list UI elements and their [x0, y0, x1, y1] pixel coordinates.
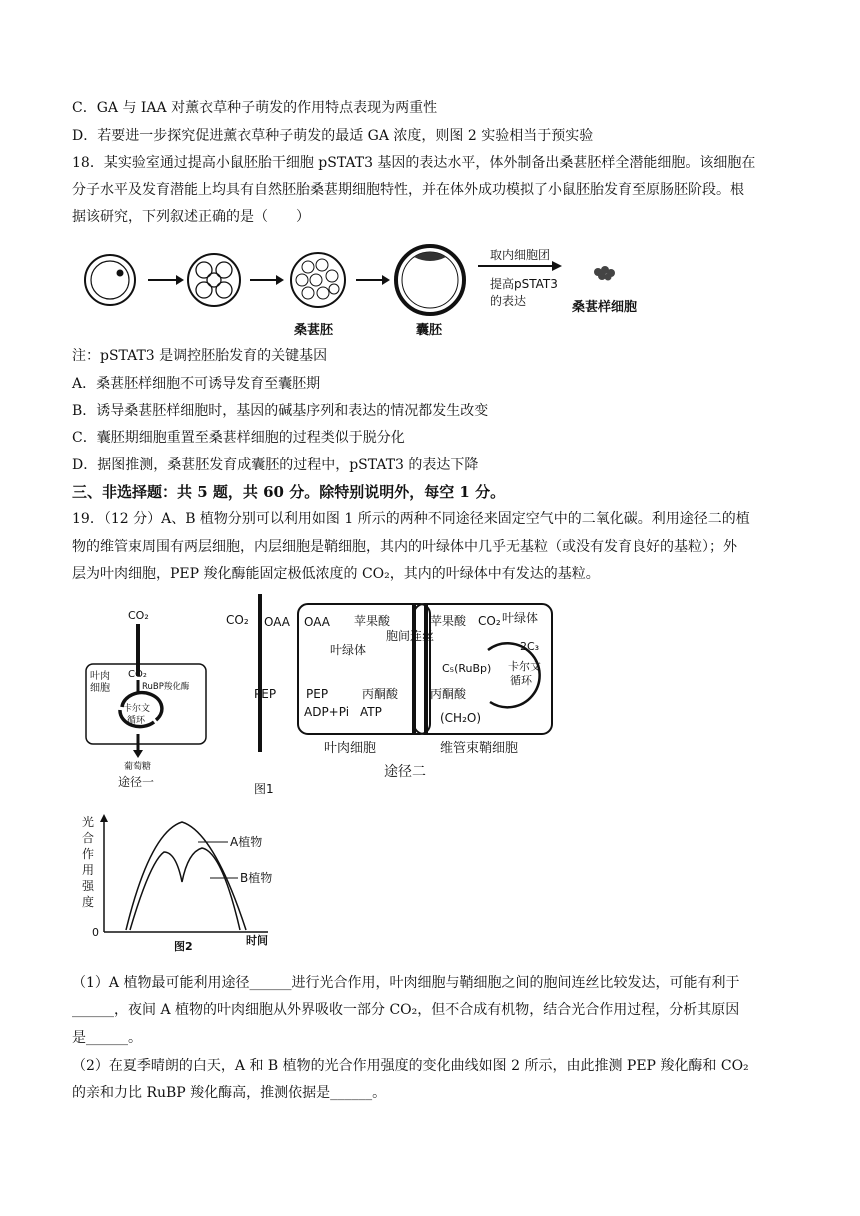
svg-text:作: 作: [82, 847, 95, 861]
p2-malate2: 苹果酸: [430, 614, 467, 628]
eight-cell-embryo-icon: [188, 254, 240, 306]
p2-malate1: 苹果酸: [354, 614, 391, 628]
blastocyst-icon: [396, 246, 464, 314]
p2-c5: C₅(RuBp): [442, 662, 492, 675]
fig2-origin: 0: [92, 926, 99, 939]
q18-note: 注：pSTAT3 是调控胚胎发育的关键基因: [72, 348, 328, 364]
p1-cell-label1: 叶肉: [90, 671, 110, 682]
curve-b-label: B植物: [240, 871, 273, 885]
q17-option-d: D．若要进一步探究促进薰衣草种子萌发的最适 GA 浓度，则图 2 实验相当于预实验: [72, 128, 594, 144]
zygote-icon: [85, 255, 135, 305]
svg-text:强: 强: [82, 879, 95, 893]
q19-sub1-line3: 是______。: [72, 1030, 142, 1046]
p2-adp: ADP+Pi: [304, 705, 350, 719]
curve-b: [130, 848, 240, 930]
svg-text:光: 光: [82, 815, 95, 829]
p2-sheath-label: 维管束鞘细胞: [440, 741, 519, 756]
fig2-y-label: [82, 814, 95, 909]
q18-stem-line3: 据该研究，下列叙述正确的是（ ）: [72, 209, 310, 225]
p2-pyruvate1: 丙酮酸: [362, 687, 399, 701]
p1-caption: 途径一: [118, 775, 155, 789]
p2-chloroplast2: 叶绿体: [502, 611, 539, 625]
p1-calvin-label2: 循环: [127, 716, 146, 726]
p1-cell-label2: 细胞: [90, 683, 110, 694]
p2-chloroplast1: 叶绿体: [330, 643, 367, 657]
svg-text:合: 合: [82, 831, 95, 845]
q19-sub1-line2: ______，夜间 A 植物的叶肉细胞从外界吸收一部分 CO₂，但不合成有机物，结合光合作用过程，分析其原因: [72, 1002, 740, 1018]
p2-pyruvate2: 丙酮酸: [430, 687, 467, 701]
morula-icon: [291, 253, 345, 307]
p2-calvin2: 循环: [510, 674, 532, 687]
figure-1: [78, 592, 568, 807]
p2-2c3: 2C₃: [520, 640, 540, 653]
curve-a-label: A植物: [230, 835, 263, 849]
p2-pep1: PEP: [254, 687, 277, 701]
p2-ch2o: (CH₂O): [440, 711, 482, 725]
curve-a: [126, 822, 246, 930]
q19-stem-line3: 层为叶肉细胞，PEP 羧化酶能固定极低浓度的 CO₂，其内的叶绿体中有发达的基粒。: [72, 566, 600, 582]
q17-option-c: C．GA 与 IAA 对薰衣草种子萌发的作用特点表现为两重性: [72, 100, 438, 116]
arrow-bottom-label2: 的表达: [490, 294, 527, 308]
q19-stem-line2: 物的维管束周围有两层细胞，内层细胞是鞘细胞，其内的叶绿体中几乎无基粒（或没有发育良好的基粒）；外: [72, 539, 737, 555]
p2-oaa2: OAA: [304, 615, 330, 629]
arrow-top-label: 取内细胞团: [490, 248, 551, 262]
p2-co2b: CO₂: [478, 614, 501, 628]
q18-stem-line2: 分子水平及发育潜能上均具有自然胚胎桑葚期细胞特性，并在体外成功模拟了小鼠胚胎发育至原肠胚阶段。根: [72, 182, 744, 198]
p2-atp: ATP: [360, 705, 382, 719]
q18-option-d: D．据图推测，桑葚胚发育成囊胚的过程中，pSTAT3 的表达下降: [72, 457, 479, 473]
q19-sub2-line2: 的亲和力比 RuBP 羧化酶高，推测依据是______。: [72, 1085, 387, 1101]
blastocyst-label: 囊胚: [416, 323, 443, 338]
q18-option-c: C．囊胚期细胞重置至桑葚样细胞的过程类似于脱分化: [72, 430, 405, 446]
p1-co2-label: CO₂: [128, 609, 149, 622]
p1-calvin-label1: 卡尔文: [123, 704, 151, 714]
arrow-bottom-label1: 提高pSTAT3: [490, 277, 558, 291]
p1-glucose: 葡萄糖: [124, 762, 152, 772]
q19-sub2-line1: （2）在夏季晴朗的白天，A 和 B 植物的光合作用强度的变化曲线如图 2 所示，由此推测 PEP 羧化酶和 CO₂: [72, 1058, 749, 1074]
p1-co2-inner: CO₂: [128, 669, 147, 680]
morula-label: 桑葚胚: [294, 323, 334, 338]
p2-pep2: PEP: [306, 687, 329, 701]
p2-mesophyll-label: 叶肉细胞: [324, 741, 377, 756]
p2-oaa1: OAA: [264, 615, 290, 629]
q18-option-b: B．诱导桑葚胚样细胞时，基因的碱基序列和表达的情况都发生改变: [72, 403, 489, 419]
morula-like-cells-icon: [594, 266, 615, 281]
fig2-label: 图2: [174, 940, 193, 952]
fig2-x-label: 时间: [246, 934, 268, 947]
figure-2: [78, 812, 328, 952]
q19-stem-line1: 19．（12 分）A、B 植物分别可以利用如图 1 所示的两种不同途径来固定空气中的二氧化碳。利用途径二的植: [72, 511, 750, 527]
q19-sub1-line1: （1）A 植物最可能利用途径______进行光合作用，叶肉细胞与鞘细胞之间的胞间连丝比较发达，可能有利于: [72, 975, 740, 991]
p1-enzyme: RuBP羧化酶: [142, 682, 190, 692]
p2-calvin1: 卡尔文: [508, 660, 541, 673]
p2-caption: 途径二: [384, 764, 426, 780]
p2-co2: CO₂: [226, 613, 249, 627]
figure-1-label: 图1: [254, 782, 274, 796]
morula-like-cell-label: 桑葚样细胞: [572, 300, 638, 315]
svg-text:用: 用: [82, 863, 95, 877]
p2-plasmodesmata: 胞间连丝: [386, 629, 435, 643]
q18-stem-line1: 18．某实验室通过提高小鼠胚胎干细胞 pSTAT3 基因的表达水平，体外制备出桑葚胚样全潜能细胞。该细胞在: [72, 155, 756, 171]
embryo-development-figure: [78, 235, 658, 345]
section-3-heading: 三、非选择题：共 5 题，共 60 分。除特别说明外，每空 1 分。: [72, 483, 506, 501]
svg-text:度: 度: [82, 895, 95, 909]
q18-option-a: A．桑葚胚样细胞不可诱导发育至囊胚期: [72, 376, 321, 392]
